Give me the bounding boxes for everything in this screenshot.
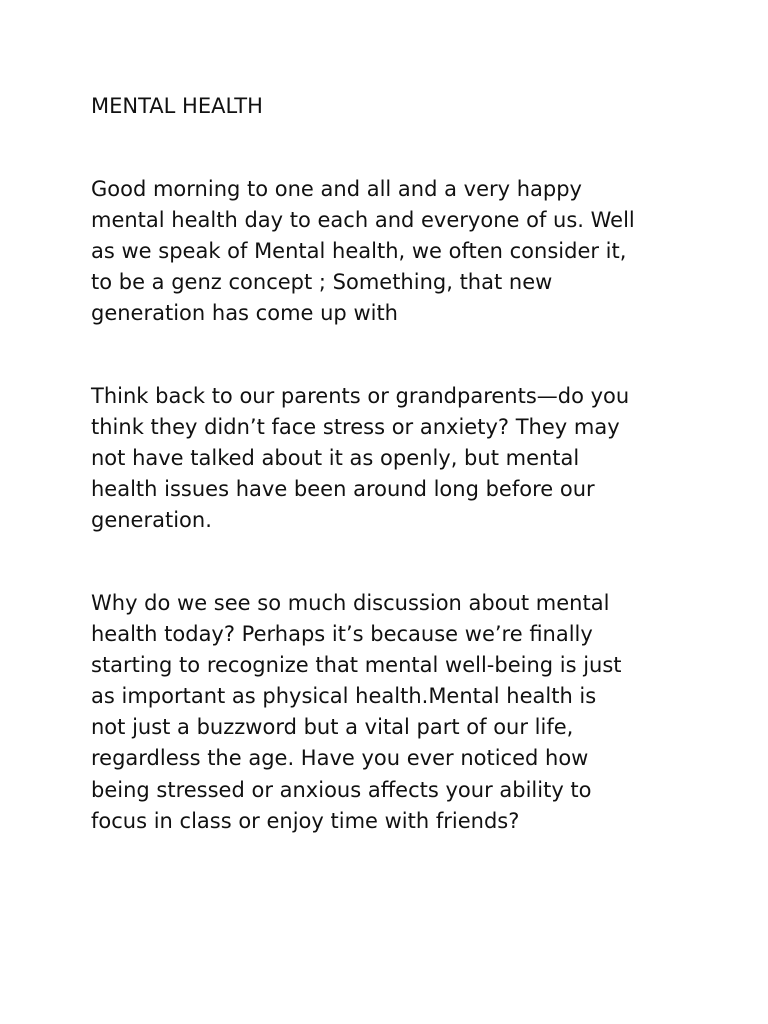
paragraph-line: to be a genz concept ; Something, that new [91,270,553,295]
paragraph-line: not just a buzzword but a vital part of our life, [91,715,574,740]
paragraph-line: mental health day to each and everyone of us. Well [91,208,635,233]
paragraph-line: health today? Perhaps it’s because we’re finally [91,622,593,647]
document-title [91,91,691,122]
paragraph-line: generation has come up with [91,301,398,326]
paragraph-intro [91,174,691,329]
paragraph-line: being stressed or anxious affects your ability to [91,777,592,802]
paragraph-line: Think back to our parents or grandparents—do you [91,384,630,408]
paragraph-line: not have talked about it as openly, but mental [91,446,580,471]
paragraph-line: focus in class or enjoy time with friends? [91,808,520,833]
paragraph-line: Good morning to one and all and a very happy [91,177,582,201]
title-text: MENTAL HEALTH [91,94,263,118]
paragraph-line: regardless the age. Have you ever noticed how [91,746,589,771]
paragraph-line: starting to recognize that mental well-being is just [91,653,622,678]
paragraph-line: think they didn’t face stress or anxiety? They may [91,415,620,440]
paragraph-line: as important as physical health.Mental health is [91,684,597,709]
paragraph-line: Why do we see so much discussion about mental [91,591,610,615]
paragraph-line: as we speak of Mental health, we often consider it, [91,239,627,264]
paragraph-discussion [91,588,691,837]
paragraph-line: health issues have been around long before our [91,477,595,502]
paragraph-history [91,381,691,536]
paragraph-line: generation. [91,508,212,533]
